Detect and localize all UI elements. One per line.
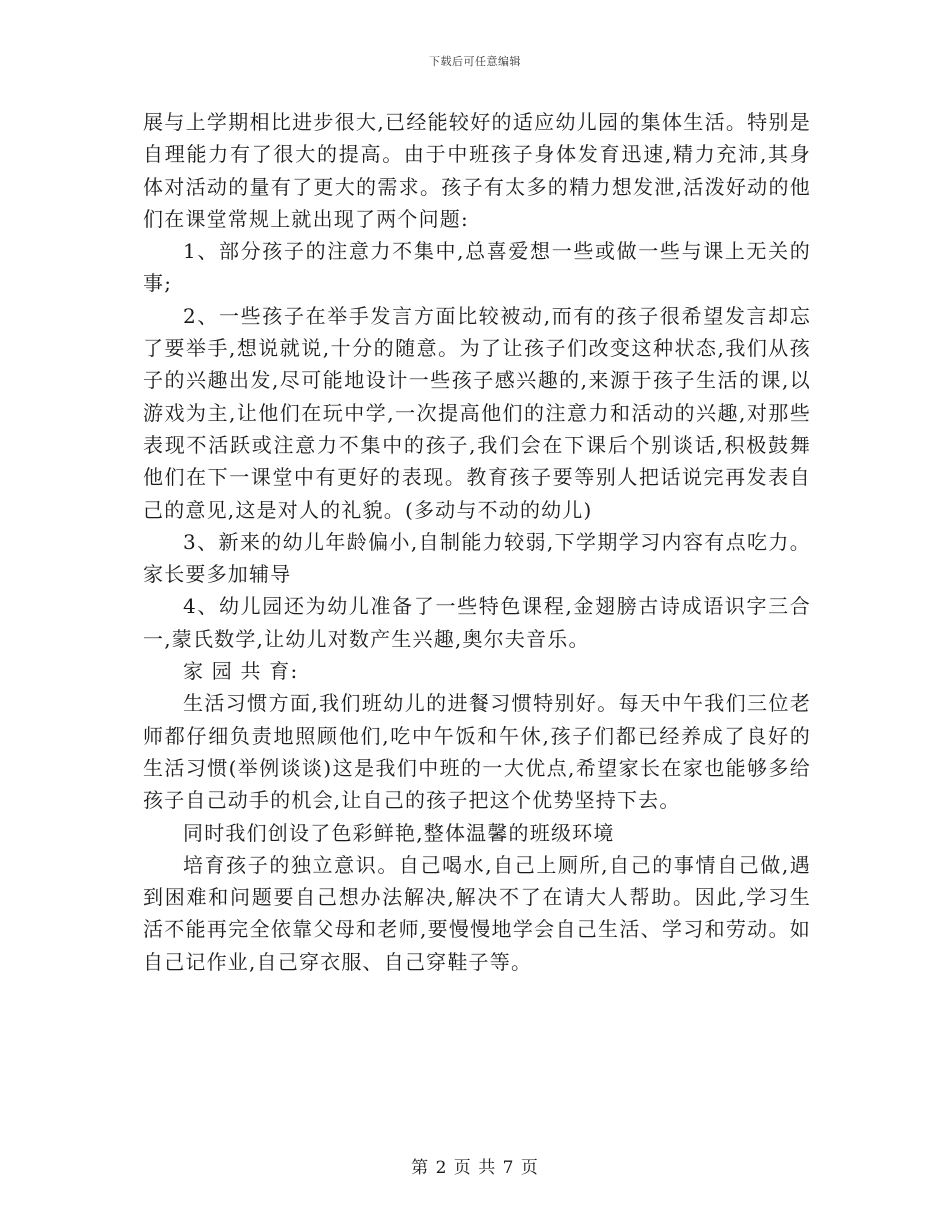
document-body xyxy=(143,106,811,978)
paragraph-living-habits: 生活习惯方面,我们班幼儿的进餐习惯特别好。每天中午我们三位老师都仔细负责地照顾他们,吃中午饭和午休,孩子们都已经养成了良好的生活习惯(举例谈谈)这是我们中班的一大优点,希望家长在家也能够多给孩子自己动手的机会,让自己的孩子把这个优势坚持下去。 xyxy=(143,691,811,813)
paragraph-class-environment: 同时我们创设了色彩鲜艳,整体温馨的班级环境 xyxy=(183,820,615,845)
paragraph-item-2: 2、一些孩子在举手发言方面比较被动,而有的孩子很希望发言却忘了要举手,想说就说,十分的随意。为了让孩子们改变这种状态,我们从孩子的兴趣出发,尽可能地设计一些孩子感兴趣的,来源于孩子生活的课,以游戏为主,让他们在玩中学,一次提高他们的注意力和活动的兴趣,对那些表现不活跃或注意力不集中的孩子,我们会在下课后个别谈话,积极鼓舞他们在下一课堂中有更好的表现。教育孩子要等别人把话说完再发表自己的意见,这是对人的礼貌。(多动与不动的幼儿) xyxy=(143,303,811,522)
section-heading-home-school: 家 园 共 育: xyxy=(183,659,299,684)
paragraph-independence: 培育孩子的独立意识。自己喝水,自己上厕所,自己的事情自己做,遇到困难和问题要自己想办法解决,解决不了在请大人帮助。因此,学习生活不能再完全依靠父母和老师,要慢慢地学会自己生活、学习和劳动。如自己记作业,自己穿衣服、自己穿鞋子等。 xyxy=(143,852,811,974)
paragraph-item-4: 4、幼儿园还为幼儿准备了一些特色课程,金翅膀古诗成语识字三合一,蒙氏数学,让幼儿对数产生兴趣,奥尔夫音乐。 xyxy=(143,594,811,651)
paragraph-item-3: 3、新来的幼儿年龄偏小,自制能力较弱,下学期学习内容有点吃力。家长要多加辅导 xyxy=(143,529,811,587)
paragraph-intro: 展与上学期相比进步很大,已经能较好的适应幼儿园的集体生活。特别是自理能力有了很大的提高。由于中班孩子身体发育迅速,精力充沛,其身体对活动的量有了更大的需求。孩子有太多的精力想发泄,活泼好动的他们在课堂常规上就出现了两个问题: xyxy=(143,110,811,231)
page-header: 下载后可任意编辑 xyxy=(429,55,521,68)
paragraph-item-1: 1、部分孩子的注意力不集中,总喜爱想一些或做一些与课上无关的事; xyxy=(143,239,811,296)
page-footer: 第 2 页 共 7 页 xyxy=(411,1158,539,1178)
